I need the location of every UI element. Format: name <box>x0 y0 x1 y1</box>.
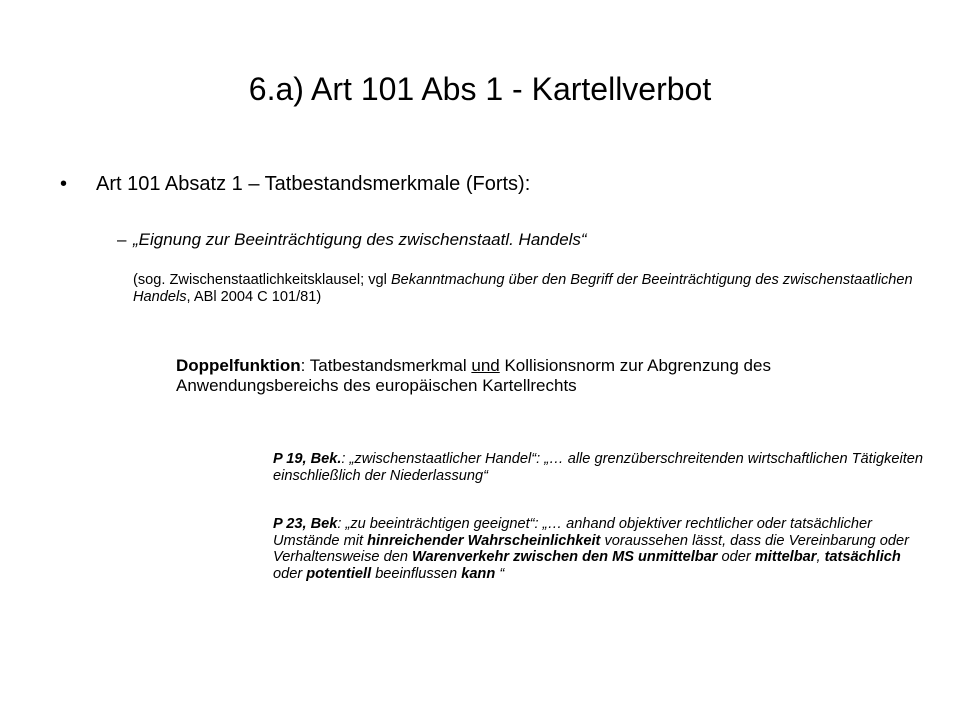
quote-p23-text-6: beeinflussen <box>371 565 462 582</box>
bullet-icon: • <box>60 173 68 195</box>
note-prefix: (sog. Zwischenstaatlichkeitsklausel; vgl <box>133 272 391 288</box>
quote-p23-bold-2: hinreichender Wahrscheinlichkeit <box>367 532 601 549</box>
quote-p23-text-1: : „zu beeinträchtigen geeignet“: „… anhand objektiver rechtlicher oder tatsächlicher Umstände mit <box>273 516 872 549</box>
quote-p23-bold-5: tatsächlich <box>824 549 901 565</box>
quote-p23-label: P 23, Bek <box>273 516 338 532</box>
doppel-text-2: Kollisionsnorm zur Abgrenzung des Anwendungsbereichs des europäischen Kartellrechts <box>176 356 771 395</box>
doppel-label: Doppelfunktion <box>176 356 301 375</box>
quote-p23-bold-4: mittelbar <box>754 549 817 565</box>
doppel-text-1: : Tatbestandsmerkmal <box>300 356 472 375</box>
quote-p19-text: : „zwischenstaatlicher Handel“: „… alle grenzüberschreitenden wirtschaftlichen Tätigkeiten einschließlich der Niederlassung“ <box>273 451 924 484</box>
note-italic: Bekanntmachung über den Begriff der Beeinträchtigung des zwischenstaatlichen Handels <box>133 272 913 305</box>
quote-p23 <box>273 516 933 582</box>
quote-p23-bold-3: Warenverkehr zwischen den MS unmittelbar <box>412 549 718 565</box>
doppel-underline: und <box>471 356 500 375</box>
quote-p19 <box>273 451 933 484</box>
quote-p23-text-3: oder <box>717 549 755 565</box>
sub-bullet-text: „Eignung zur Beeinträchtigung des zwischenstaatl. Handels“ <box>133 230 587 249</box>
quote-p23-text-2: voraussehen lässt, dass die Vereinbarung oder Verhaltensweise den <box>273 532 909 565</box>
quote-p19-label: P 19, Bek. <box>273 451 342 467</box>
dash-icon: – <box>117 230 127 249</box>
quote-p23-bold-6: potentiell <box>306 565 372 582</box>
doppelfunktion-paragraph <box>176 356 916 396</box>
bullet-text: Art 101 Absatz 1 – Tatbestandsmerkmale (Forts): <box>96 173 531 195</box>
quote-p23-text-5: oder <box>273 565 307 582</box>
quote-p23-text-4: , <box>816 549 825 565</box>
reference-note <box>133 272 913 306</box>
quote-p23-bold-7: kann <box>461 565 496 582</box>
slide-title: 6.a) Art 101 Abs 1 - Kartellverbot <box>248 71 712 107</box>
note-suffix: , ABl 2004 C 101/81) <box>186 289 322 305</box>
quote-p23-text-7: “ <box>495 565 505 582</box>
